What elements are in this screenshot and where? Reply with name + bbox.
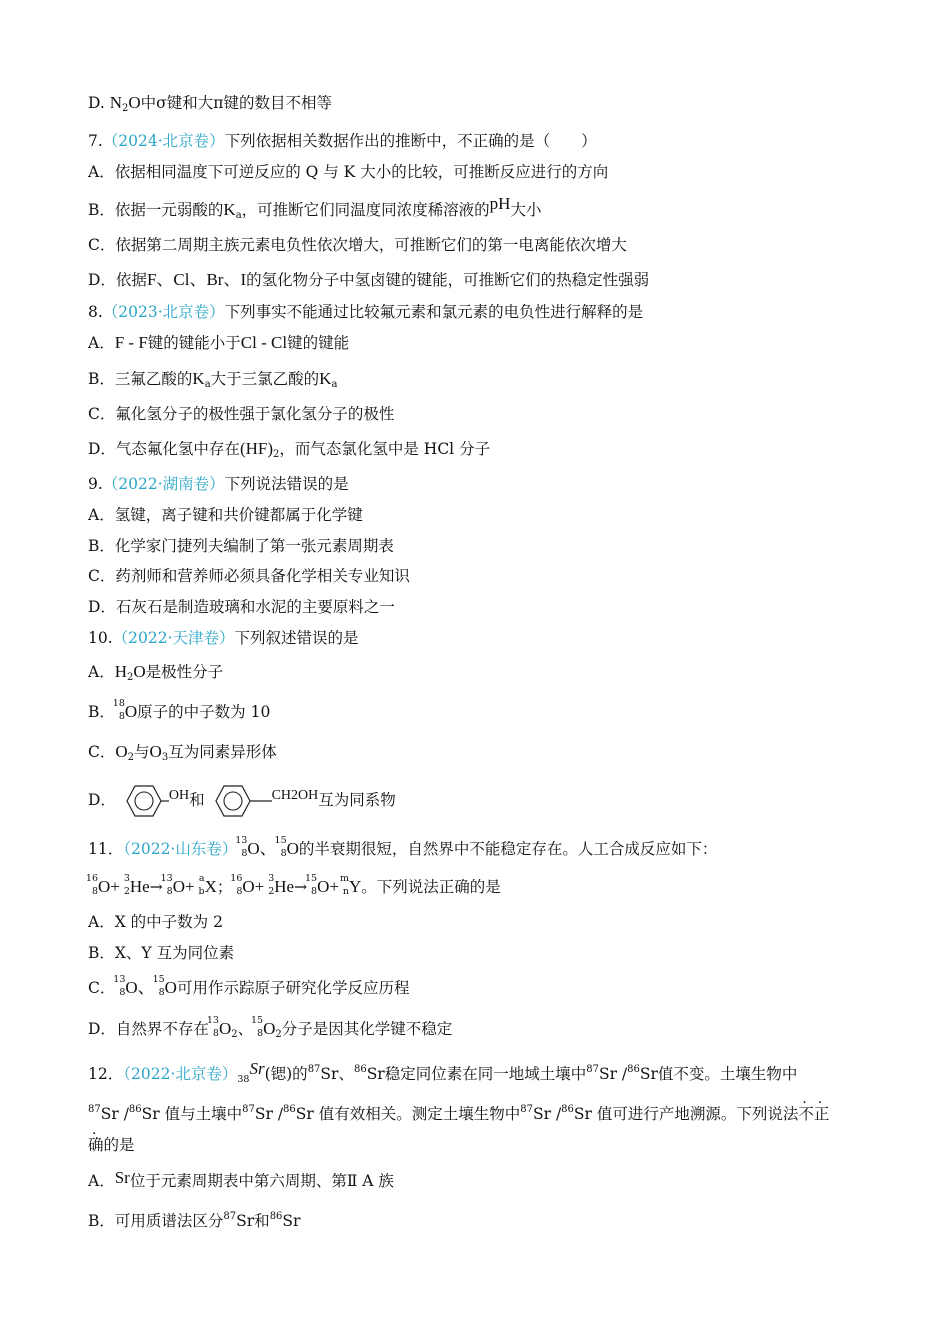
question-7: 7.（2024·北京卷）下列依据相关数据作出的推断中，不正确的是（ ） [88,132,597,150]
option-9d: D．石灰石是制造玻璃和水泥的主要原料之一 [88,598,395,616]
option-10c: C．$O_2$与$O_3$互为同素异形体 [88,742,277,763]
question-11: 11．（2022·山东卷） 13 8 O、 15 8 O的半衰期很短，自然界中不能稳定存在。人工合成反应如下： [88,835,718,859]
option-12b: B．可用质谱法区分$^{87}$Sr和$^{86}$Sr [88,1211,301,1230]
option-10d: D． OH和 CH2OH互为同系物 [88,783,396,819]
option-10a: A．$H_2O$是极性分子 [88,662,224,683]
question-10: 10.（2022·天津卷）下列叙述错误的是 [88,629,359,647]
option-8c: C．氟化氢分子的极性强于氯化氢分子的极性 [88,405,395,423]
question-8: 8.（2023·北京卷）下列事实不能通过比较氟元素和氯元素的电负性进行解释的是 [88,303,644,321]
nuclide-label: 18 8 [112,698,125,722]
option-9c: C．药剂师和营养师必须具备化学相关专业知识 [88,567,410,585]
question-12: 12．（2022·北京卷）$_{38}Sr$(锶)的$^{87}$Sr、$^{86}$Sr稳定同位素在同一地域土壤中$^{87}$Sr /$^{86}$Sr值不变。土壤生物中 [88,1059,798,1085]
emphasis-dot: 不 [798,1105,814,1123]
option-8d: D．气态氟化氢中存在$(HF)_2$，而气态氯化氢中是 HCl 分子 [88,439,491,460]
option-11a: A．X 的中子数为 2 [88,913,223,931]
nuclear-equations: 16 8 O+ 3 2 He→ 13 8 O+ a b X； 16 8 O+ 3 2 He→ 15 8 O+ m n Y。下列说法正确的是 [85,873,501,897]
emphasis-dot: 确 [88,1136,104,1154]
option-7d: D．依据F、Cl、Br、I的氢化物分子中氢卤键的键能，可推断它们的热稳定性强弱 [88,270,650,289]
option-7a: A．依据相同温度下可逆反应的 Q 与 K 大小的比较，可推断反应进行的方向 [88,163,609,181]
option-7c: C．依据第二周期主族元素电负性依次增大，可推断它们的第一电离能依次增大 [88,236,627,254]
option-11c: C． 13 8 O、 15 8 O可用作示踪原子研究化学反应历程 [88,974,410,998]
option-11b: B．X、Y 互为同位素 [88,944,235,962]
option-8b: B．三氟乙酸的$K_a$大于三氯乙酸的$K_a$ [88,369,338,390]
benzene-ring-icon [121,784,169,818]
option-6d: D. $N_2O$中σ键和大π键的数目不相等 [88,93,332,114]
option-8a: A．F - F键的键能小于Cl - Cl键的键能 [88,333,350,352]
option-7b: B．依据一元弱酸的$K_a$，可推断它们同温度同浓度稀溶液的pH大小 [88,194,542,221]
question-9: 9.（2022·湖南卷）下列说法错误的是 [88,475,349,493]
option-11d: D．自然界不存在 13 8 $O_2$、 15 8 $O_2$分子是因其化学键不稳定 [88,1015,453,1040]
question-12-line-3: 确的是 [88,1136,135,1154]
option-9a: A．氢键，离子键和共价键都属于化学键 [88,506,363,524]
option-10b: B． 18 8 O原子的中子数为 10 [88,698,271,722]
benzene-ring-icon [210,784,272,818]
question-12-line-2: $^{87}$Sr /$^{86}$Sr 值与土壤中$^{87}$Sr /$^{86}$Sr 值有效相关。测定土壤生物中$^{87}$Sr /$^{86}$Sr 值可进行产地溯源。下列说法不正 [88,1104,830,1123]
option-9b: B．化学家门捷列夫编制了第一张元素周期表 [88,537,394,555]
option-12a: A．Sr位于元素周期表中第六周期、第Ⅱ A 族 [88,1168,394,1190]
emphasis-dot: 正 [813,1105,830,1123]
